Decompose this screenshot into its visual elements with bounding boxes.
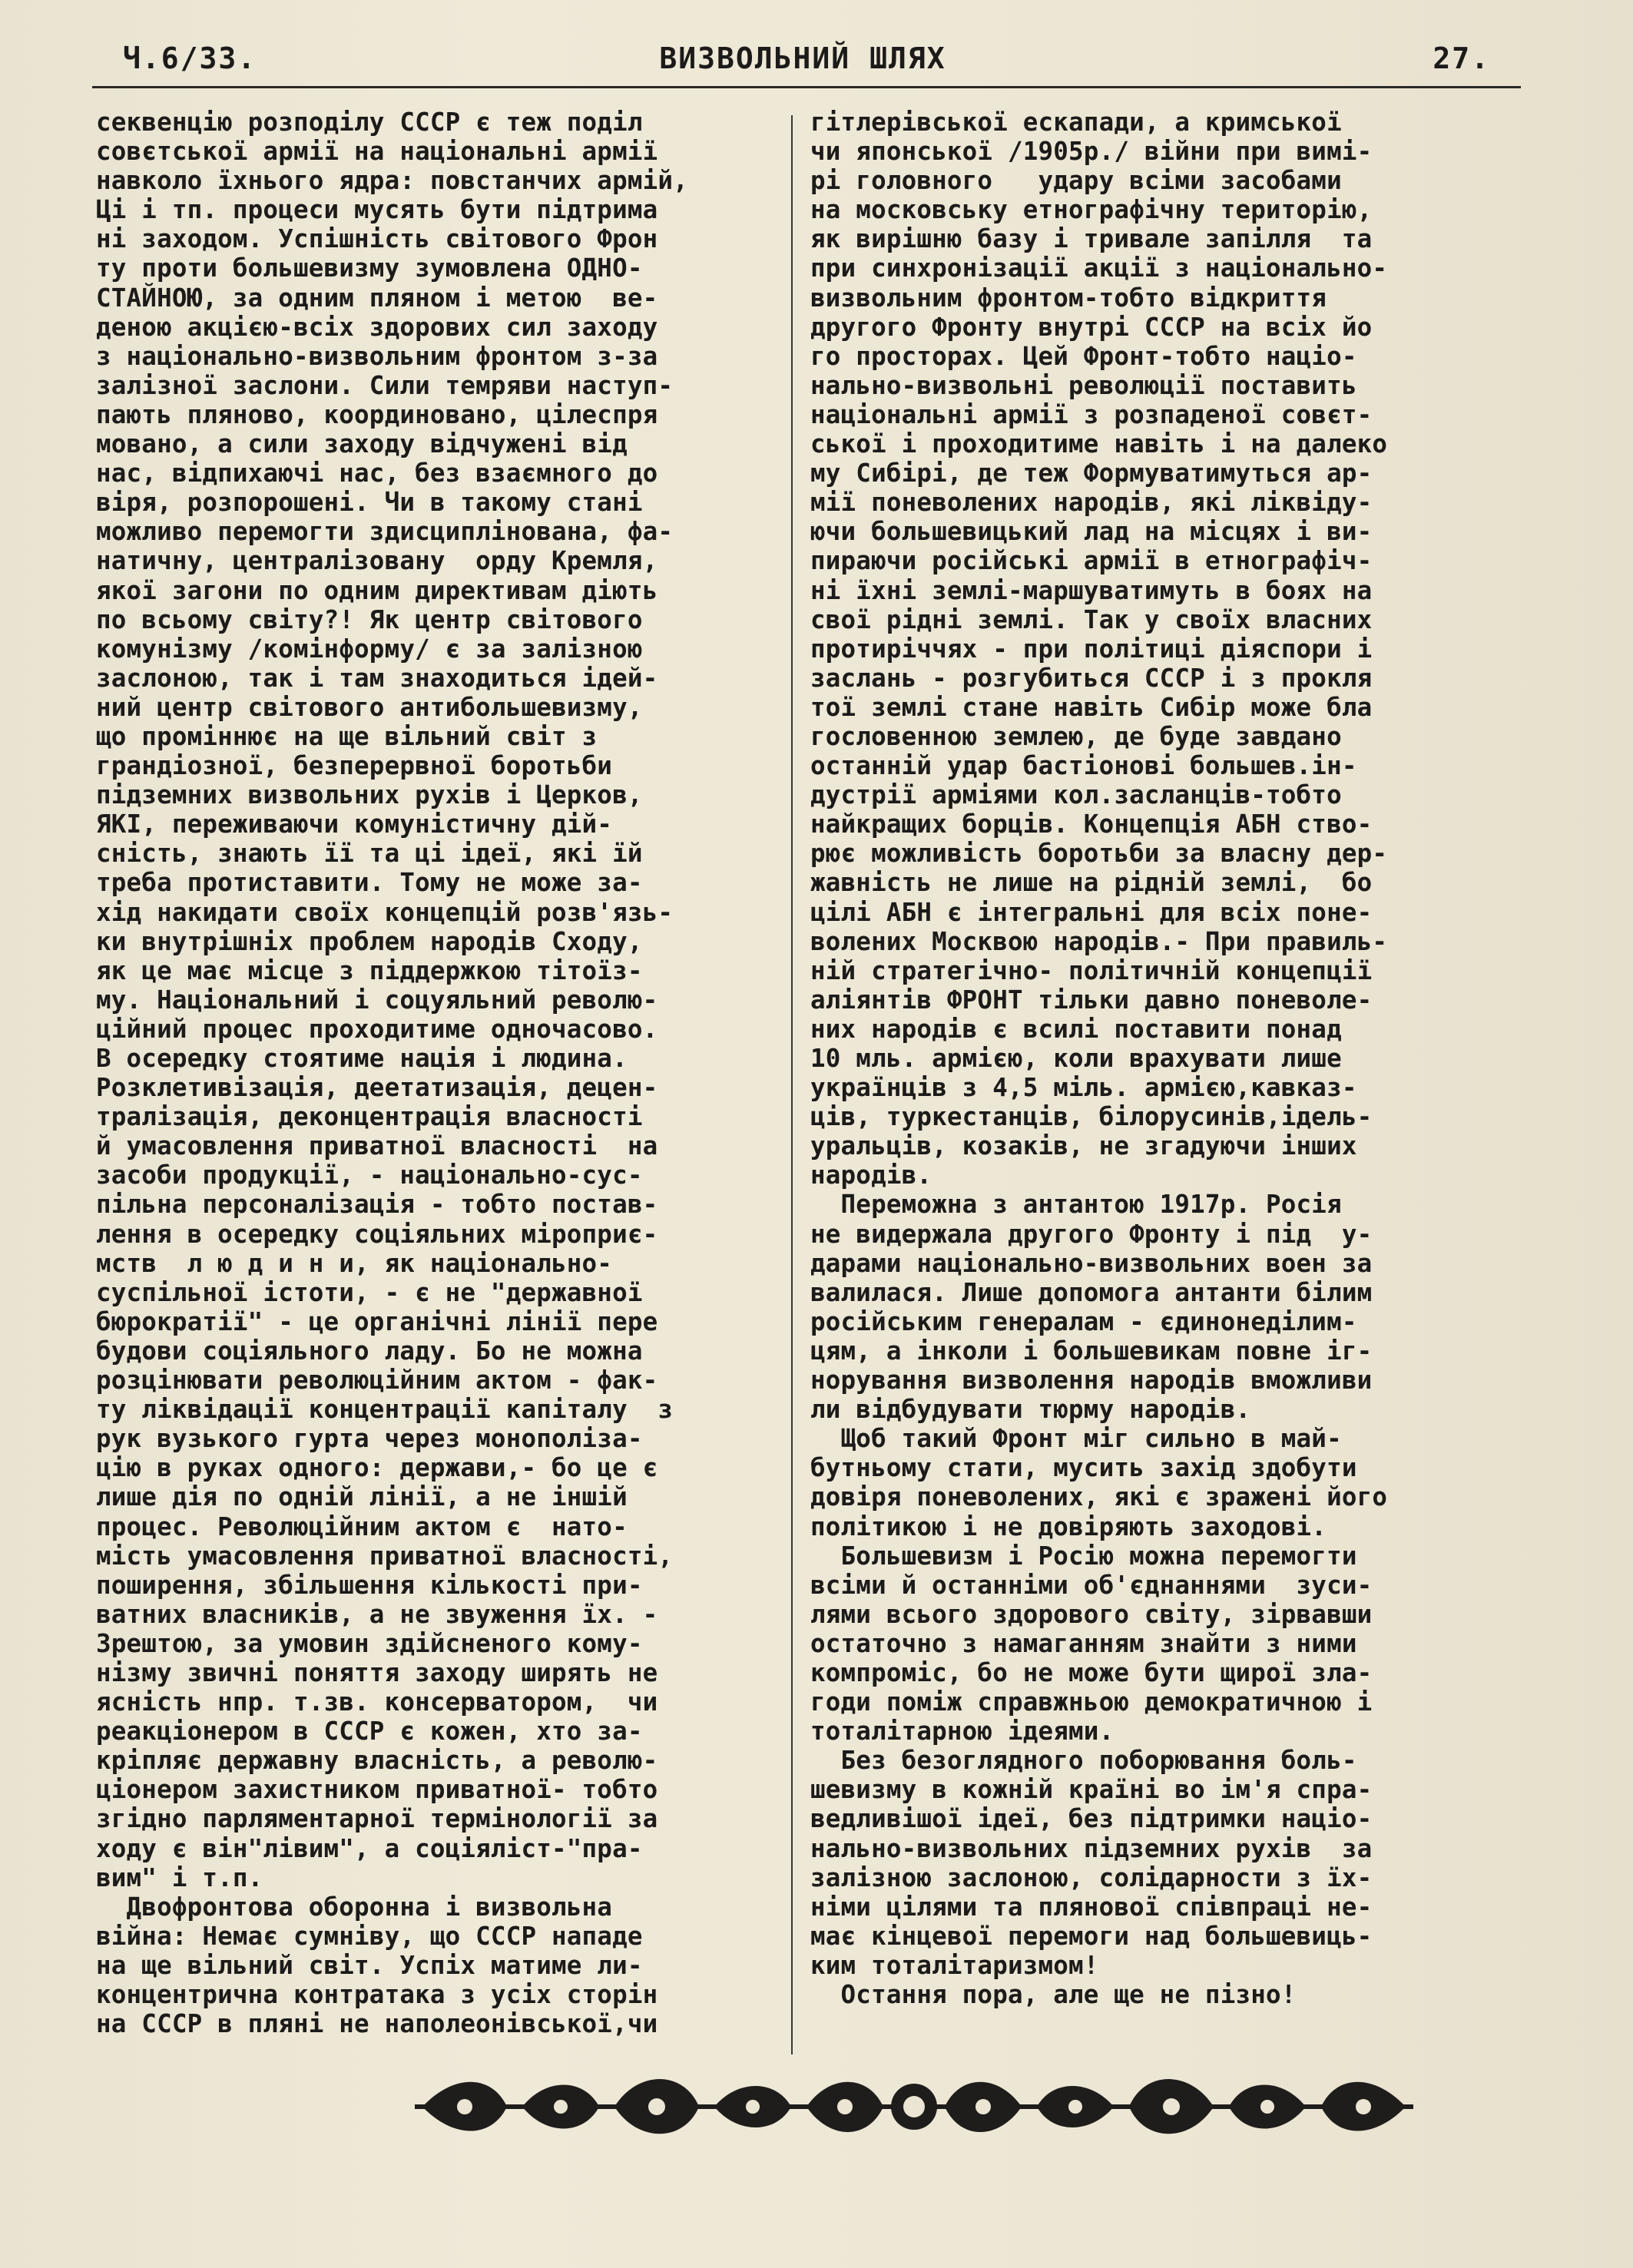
text-line: годи поміж справжньою демократичною і (810, 1687, 1373, 1717)
text-line: дарами національно-визвольних воен за (810, 1248, 1373, 1278)
text-line: кріпляє державну власність, а револю- (96, 1746, 658, 1776)
text-line: натичну, централізовану орду Кремля, (96, 546, 658, 576)
text-line: них народів є всилі поставити понад (810, 1014, 1342, 1044)
text-line: залізної заслони. Сили темряви наступ- (96, 370, 674, 400)
text-line: ки внутрішніх проблем народів Сходу, (96, 926, 643, 956)
text-line: підземних визвольних рухів і Церков, (96, 780, 643, 810)
text-line: нально-визвольні революції поставить (810, 370, 1357, 400)
text-line: війна: Немає сумніву, що СССР нападе (96, 1921, 643, 1951)
text-line: аліянтів ФРОНТ тільки давно поневоле- (810, 985, 1373, 1015)
text-line: цілі АБН є інтегральні для всіх поне- (810, 897, 1373, 927)
text-line: заслань - розгубиться СССР і з прокля (810, 663, 1373, 693)
issue-number: Ч.6/33. (123, 41, 257, 75)
text-line: якої загони по одним директивам діють (96, 575, 658, 605)
text-line: має кінцевої перемоги над большевиць- (810, 1921, 1373, 1951)
text-line: розцінювати революційним актом - фак- (96, 1366, 658, 1396)
text-line: тралізація, деконцентрація власності (96, 1102, 643, 1132)
left-column (96, 108, 787, 2038)
text-line: В осередку стоятиме нація і людина. (96, 1044, 628, 1073)
text-line: пираючи російські армії в етнографіч- (810, 546, 1373, 576)
text-line: гітлерівської ескапади, а кримської (810, 108, 1342, 137)
text-line: з національно-визвольним фронтом з-за (96, 341, 658, 371)
text-line: на СССР в пляні не наполеонівської,чи (96, 2009, 658, 2039)
journal-title: ВИЗВОЛЬНИЙ ШЛЯХ (659, 41, 946, 75)
text-line: пільна персоналізація - тобто постав- (96, 1190, 658, 1220)
text-line: на ще вільний світ. Успіх матиме ли- (96, 1950, 643, 1980)
text-line: го просторах. Цей Фронт-тобто націо- (810, 341, 1357, 371)
text-line: Переможна з антантою 1917р. Росія (810, 1190, 1342, 1220)
text-line: поширення, збільшення кількості при- (96, 1570, 643, 1600)
text-line: навколо їхнього ядра: повстанчих армій, (96, 166, 688, 196)
text-line: мість умасовлення приватної власності, (96, 1541, 674, 1571)
column-divider (791, 115, 793, 2054)
text-line: Зрештою, за умовин здійсненого кому- (96, 1628, 643, 1658)
text-line: ційний процес проходитиме одночасово. (96, 1014, 658, 1044)
text-line: протиріччях - при політиці діяспори і (810, 634, 1373, 664)
text-line: по всьому світу?! Як центр світового (96, 604, 643, 634)
right-column (810, 108, 1509, 2009)
text-line: концентрична контратака з усіх сторін (96, 1980, 658, 2009)
text-line: віря, розпорошені. Чи в такому стані (96, 488, 643, 518)
text-line: мії поневолених народів, які ліквіду- (810, 488, 1373, 518)
text-line: лише дія по одній лінії, а не іншій (96, 1482, 628, 1512)
text-line: ясність нпр. т.зв. консерватором, чи (96, 1687, 658, 1717)
text-line: всіми й останніми об'єднаннями зуси- (810, 1570, 1373, 1600)
text-line: хід накидати своїх концепцій розв'язь- (96, 897, 674, 927)
text-line: волених Москвою народів.- При правиль- (810, 926, 1388, 956)
text-line: на московську етнографічну територію, (810, 195, 1373, 225)
text-line: мств л ю д и н и, як національно- (96, 1248, 613, 1278)
text-line: найкращих борців. Концепція АБН ство- (810, 810, 1373, 839)
text-line: суспільної істоти, - є не "державної (96, 1277, 643, 1307)
text-line: жавність не лише на рідній землі, бо (810, 868, 1373, 898)
page-number: 27. (1433, 41, 1490, 75)
floral-ornament-icon (407, 2070, 1421, 2143)
text-line: заслоною, так і там знаходиться ідей- (96, 663, 658, 693)
text-line: валилася. Лише допомога антанти білим (810, 1277, 1373, 1307)
text-line: Без безоглядного поборювання боль- (810, 1746, 1357, 1776)
text-line: нізму звичні поняття заходу ширять не (96, 1657, 658, 1687)
text-line: процес. Революційним актом є нато- (96, 1511, 628, 1541)
text-line: ній стратегічно- політичній концепції (810, 955, 1373, 985)
text-line: ватних власників, а не звуження їх. - (96, 1599, 658, 1629)
text-line: 10 мль. армією, коли врахувати лише (810, 1044, 1342, 1073)
text-line: ні заходом. Успішність світового Фрон (96, 224, 658, 254)
text-line: гословенною землею, де буде завдано (810, 721, 1342, 751)
text-line: комунізму /комінформу/ є за залізною (96, 634, 643, 664)
text-line: му Сибірі, де теж Формуватимуться ар- (810, 459, 1373, 488)
header-rule (92, 86, 1521, 88)
text-line: залізною заслоною, солідарности з їх- (810, 1862, 1373, 1892)
text-line: й умасовлення приватної власності на (96, 1131, 658, 1161)
text-line: Ці і тп. процеси мусять бути підтрима (96, 195, 658, 225)
text-line: дустрії арміями кол.засланців-тобто (810, 780, 1342, 810)
text-line: як вирішню базу і тривале запілля та (810, 224, 1373, 254)
text-line: німи цілями та плянової співпраці не- (810, 1892, 1373, 1922)
text-line: секвенцію розподілу СССР є теж поділ (96, 108, 643, 137)
text-line: ючи большевицький лад на місцях і ви- (810, 517, 1373, 547)
text-line: ціонером захистником приватної- тобто (96, 1775, 658, 1805)
text-line: українців з 4,5 міль. армією,кавказ- (810, 1073, 1357, 1103)
text-line: компроміс, бо не може бути щирої зла- (810, 1657, 1373, 1687)
text-line: ли відбудувати тюрму народів. (810, 1395, 1251, 1425)
text-line: національні армії з розпаденої совєт- (810, 399, 1373, 429)
text-line: ні їхні землі-маршуватимуть в боях на (810, 575, 1373, 605)
text-line: народів. (810, 1160, 932, 1190)
text-line: реакціонером в СССР є кожен, хто за- (96, 1717, 643, 1747)
text-line: ців, туркестанців, білорусинів,ідель- (810, 1102, 1373, 1132)
text-line: СТАЙНОЮ, за одним пляном і метою ве- (96, 283, 658, 313)
text-line: цію в руках одного: держави,- бо це є (96, 1453, 658, 1483)
text-line: чи японської /1905р./ війни при вимі- (810, 137, 1373, 167)
text-line: ської і проходитиме навіть і на далеко (810, 429, 1388, 459)
text-line: засоби продукції, - національно-сус- (96, 1160, 643, 1190)
text-line: свої рідні землі. Так у своїх власних (810, 604, 1373, 634)
text-line: нально-визвольних підземних рухів за (810, 1833, 1373, 1863)
text-line: Двофронтова оборонна і визвольна (96, 1892, 613, 1922)
text-line: при синхронізації акції з національно- (810, 253, 1388, 283)
text-line: другого Фронту внутрі СССР на всіх йо (810, 312, 1373, 342)
text-line: ту ліквідації концентрації капіталу з (96, 1395, 674, 1425)
text-line: уральців, козаків, не згадуючи інших (810, 1131, 1357, 1161)
text-line: не видержала другого Фронту і під у- (810, 1219, 1373, 1249)
text-line: Большевизм і Росію можна перемогти (810, 1541, 1357, 1571)
text-line: довіря поневолених, які є зражені його (810, 1482, 1388, 1512)
text-line: пають пляново, координовано, цілеспря (96, 399, 658, 429)
text-line: Остання пора, але ще не пізно! (810, 1980, 1297, 2009)
text-line: як це має місце з піддержкою тітоїз- (96, 955, 643, 985)
text-line: що проміннює на ще вільний світ з (96, 721, 598, 751)
text-line: згідно парляментарної термінології за (96, 1804, 658, 1834)
text-line: тоталітарною ідеями. (810, 1717, 1115, 1747)
text-line: російським генералам - єдинонеділим- (810, 1306, 1357, 1336)
text-line: лення в осередку соціяльних міроприє- (96, 1219, 658, 1249)
text-line: грандіозної, безперервної боротьби (96, 751, 613, 781)
text-line: совєтської армії на національні армії (96, 137, 658, 167)
text-line: цям, а інколи і большевикам повне іг- (810, 1336, 1373, 1366)
text-line: рює можливість боротьби за власну дер- (810, 839, 1388, 869)
text-line: визвольним фронтом-тобто відкриття (810, 283, 1327, 313)
text-line: політикою і не довіряють заходові. (810, 1511, 1327, 1541)
text-line: сність, знають її та ці ідеї, які їй (96, 839, 643, 869)
text-line: лями всього здорового світу, зірвавши (810, 1599, 1373, 1629)
text-line: ний центр світового антибольшевизму, (96, 692, 643, 722)
text-line: му. Національний і соцуяльний револю- (96, 985, 658, 1015)
text-line: ходу є він"лівим", а соціяліст-"пра- (96, 1833, 643, 1863)
text-line: ЯКІ, переживаючи комуністичну дій- (96, 810, 613, 839)
text-line: останній удар бастіонові большев.ін- (810, 751, 1357, 781)
text-line: тої землі стане навіть Сибір може бла (810, 692, 1373, 722)
text-line: треба протиставити. Тому не може за- (96, 868, 643, 898)
text-line: нас, відпихаючі нас, без взаємного до (96, 459, 658, 488)
text-line: бутньому стати, мусить захід здобути (810, 1453, 1357, 1483)
text-line: деною акцією-всіх здорових сил заходу (96, 312, 658, 342)
text-line: будови соціяльного ладу. Бо не можна (96, 1336, 643, 1366)
text-line: можливо перемогти здисциплінована, фа- (96, 517, 674, 547)
text-line: мовано, а сили заходу відчужені від (96, 429, 628, 459)
text-line: ту проти большевизму зумовлена ОДНО- (96, 253, 643, 283)
text-line: ведливішої ідеї, без підтримки націо- (810, 1804, 1373, 1834)
text-line: Розклетивізація, деетатизація, децен- (96, 1073, 658, 1103)
text-line: ким тоталітаризмом! (810, 1950, 1099, 1980)
text-line: вим" і т.п. (96, 1862, 263, 1892)
text-line: бюрократії" - це органічні лінії пере (96, 1306, 658, 1336)
text-line: остаточно з намаганням знайти з ними (810, 1628, 1357, 1658)
running-header (115, 37, 1490, 84)
text-line: Щоб такий Фронт міг сильно в май- (810, 1424, 1342, 1454)
text-line: рук вузького гурта через монополіза- (96, 1424, 643, 1454)
text-line: норування визволення народів вможливи (810, 1366, 1373, 1396)
text-line: шевизму в кожній країні во ім'я спра- (810, 1775, 1373, 1805)
text-line: рі головного удару всіми засобами (810, 166, 1342, 196)
